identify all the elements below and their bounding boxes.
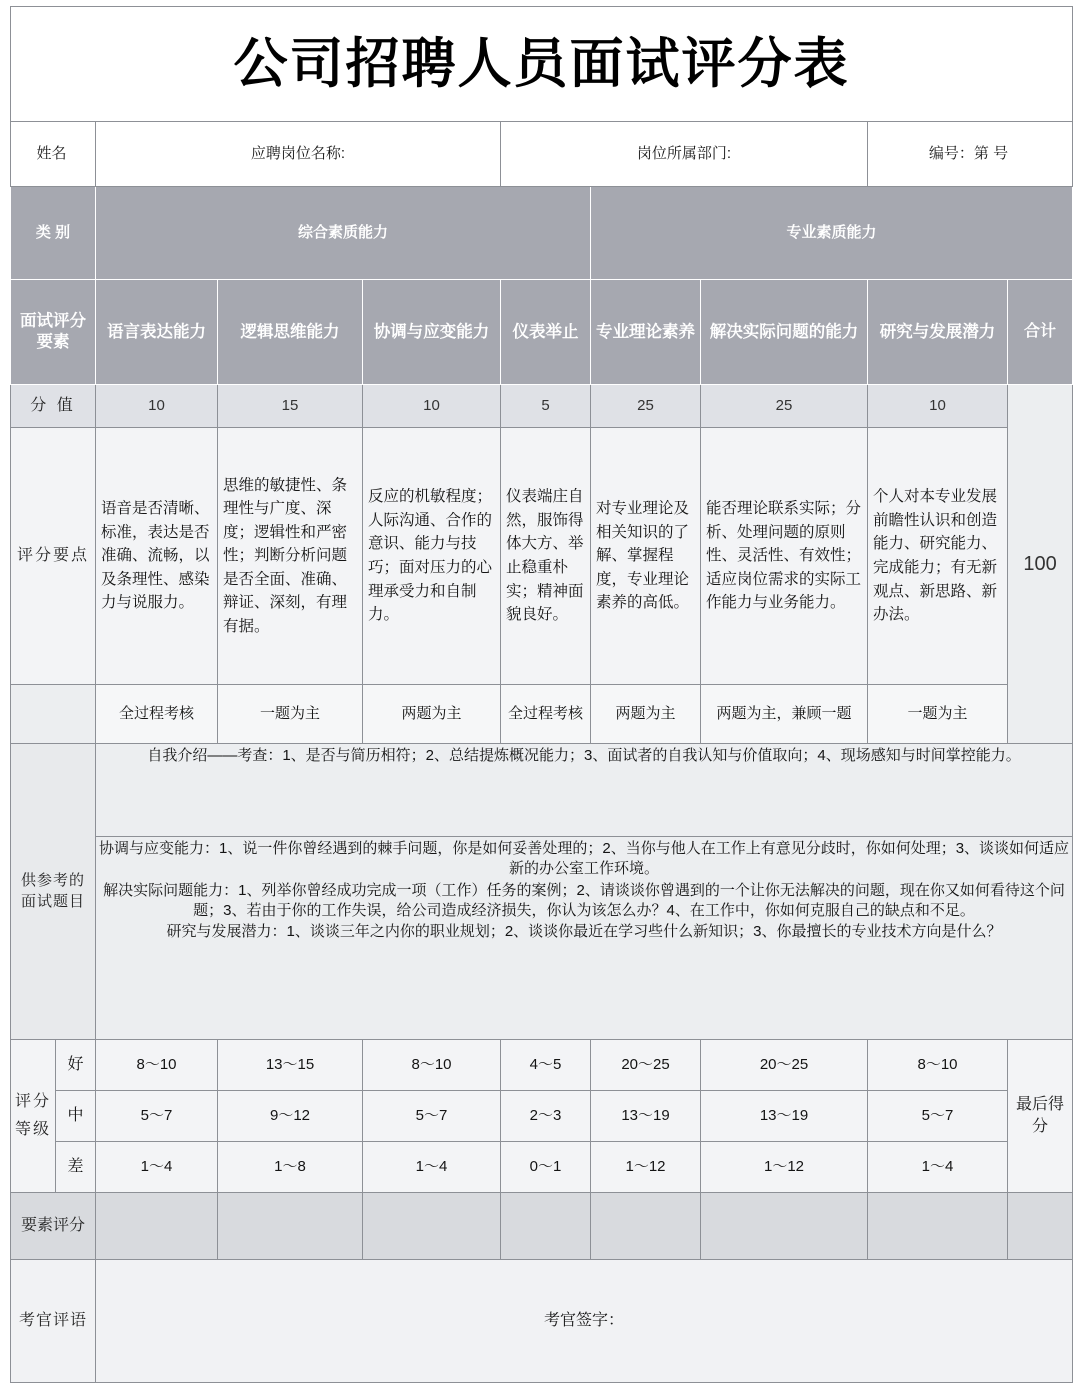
- grade-medium-appearance: 2～3: [501, 1091, 591, 1142]
- group-professional-header: 专业素质能力: [591, 187, 1073, 280]
- category-header-row: [11, 187, 1073, 280]
- questions-intro-row: [11, 744, 1073, 837]
- element-score-development[interactable]: [868, 1193, 1008, 1260]
- element-score-label: 要素评分: [11, 1193, 96, 1260]
- method-development: 一题为主: [868, 685, 1008, 744]
- grade-good-logic: 13～15: [218, 1040, 363, 1091]
- examiner-comment-label: 考官评语: [11, 1260, 96, 1383]
- factor-label: 面试评分要素: [11, 280, 96, 385]
- examiner-signature-field[interactable]: 考官签字：: [96, 1260, 1073, 1383]
- factor-header-total: 合计: [1008, 280, 1073, 385]
- method-coordination: 两题为主: [363, 685, 501, 744]
- factor-header-development: 研究与发展潜力: [868, 280, 1008, 385]
- score-value-language: 10: [96, 385, 218, 428]
- factor-header-coordination: 协调与应变能力: [363, 280, 501, 385]
- score-value-coordination: 10: [363, 385, 501, 428]
- method-problem-solving: 两题为主，兼顾一题: [701, 685, 868, 744]
- final-score-label: 最后得分: [1008, 1040, 1073, 1193]
- factor-header-problem-solving: 解决实际问题的能力: [701, 280, 868, 385]
- grade-poor-problem-solving: 1～12: [701, 1142, 868, 1193]
- grade-medium-problem-solving: 13～19: [701, 1091, 868, 1142]
- grade-good-language: 8～10: [96, 1040, 218, 1091]
- score-value-logic: 15: [218, 385, 363, 428]
- element-score-logic[interactable]: [218, 1193, 363, 1260]
- element-score-appearance[interactable]: [501, 1193, 591, 1260]
- factor-header-appearance: 仪表举止: [501, 280, 591, 385]
- grade-good-development: 8～10: [868, 1040, 1008, 1091]
- method-language: 全过程考核: [96, 685, 218, 744]
- method-appearance: 全过程考核: [501, 685, 591, 744]
- page-title: 公司招聘人员面试评分表: [233, 31, 850, 95]
- category-label: 类 别: [11, 187, 96, 280]
- method-label-blank: [11, 685, 96, 744]
- criteria-row: [11, 428, 1073, 685]
- grade-poor-language: 1～4: [96, 1142, 218, 1193]
- number-field[interactable]: 编号：第 号: [868, 122, 1073, 187]
- score-value-development: 10: [868, 385, 1008, 428]
- criteria-language: 语音是否清晰、标准，表达是否准确、流畅，以及条理性、感染力与说服力。: [96, 428, 218, 685]
- grade-name-medium: 中: [56, 1091, 96, 1142]
- grade-good-theory: 20～25: [591, 1040, 701, 1091]
- score-value-problem-solving: 25: [701, 385, 868, 428]
- score-value-row: [11, 385, 1073, 428]
- question-development: 研究与发展潜力：1、谈谈三年之内你的职业规划；2、谈谈你最近在学习些什么新知识；3、你最擅长的专业技术方向是什么？: [166, 923, 1002, 940]
- position-field[interactable]: 应聘岗位名称:: [96, 122, 501, 187]
- grade-medium-logic: 9～12: [218, 1091, 363, 1142]
- title-cell: [11, 7, 1073, 122]
- applicant-info-row: [11, 122, 1073, 187]
- criteria-logic: 思维的敏捷性、条理性与广度、深度；逻辑性和严密性；判断分析问题是否全面、准确、辩证、深刻，有理有据。: [218, 428, 363, 685]
- score-value-theory: 25: [591, 385, 701, 428]
- title-row: [11, 7, 1073, 122]
- factor-header-language: 语言表达能力: [96, 280, 218, 385]
- grade-row-medium: [11, 1091, 1073, 1142]
- method-theory: 两题为主: [591, 685, 701, 744]
- criteria-appearance: 仪表端庄自然，服饰得体大方、举止稳重朴实；精神面貌良好。: [501, 428, 591, 685]
- grade-poor-appearance: 0～1: [501, 1142, 591, 1193]
- assessment-method-row: [11, 685, 1073, 744]
- criteria-problem-solving: 能否理论联系实际；分析、处理问题的原则性、灵活性、有效性；适应岗位需求的实际工作能力与业务能力。: [701, 428, 868, 685]
- grade-medium-theory: 13～19: [591, 1091, 701, 1142]
- questions-body: [96, 837, 1073, 1040]
- criteria-label: 评分要点: [11, 428, 96, 685]
- score-total-value: 100: [1008, 385, 1073, 744]
- factor-header-theory: 专业理论素养: [591, 280, 701, 385]
- factor-header-logic: 逻辑思维能力: [218, 280, 363, 385]
- criteria-theory: 对专业理论及相关知识的了解、掌握程度，专业理论素养的高低。: [591, 428, 701, 685]
- grade-poor-theory: 1～12: [591, 1142, 701, 1193]
- score-value-appearance: 5: [501, 385, 591, 428]
- grade-poor-development: 1～4: [868, 1142, 1008, 1193]
- grade-label: 评分等级: [11, 1040, 56, 1193]
- grade-poor-logic: 1～8: [218, 1142, 363, 1193]
- score-value-label: 分 值: [11, 385, 96, 428]
- grade-name-good: 好: [56, 1040, 96, 1091]
- name-label: 姓名: [11, 122, 96, 187]
- grade-medium-coordination: 5～7: [363, 1091, 501, 1142]
- examiner-comment-row: [11, 1260, 1073, 1383]
- grade-row-poor: [11, 1142, 1073, 1193]
- department-field[interactable]: 岗位所属部门:: [501, 122, 868, 187]
- element-score-language[interactable]: [96, 1193, 218, 1260]
- questions-label: 供参考的面试题目: [11, 744, 96, 1040]
- grade-good-coordination: 8～10: [363, 1040, 501, 1091]
- question-problem-solving: 解决实际问题能力：1、列举你曾经成功完成一项（工作）任务的案例；2、请谈谈你曾遇到的一个让你无法解决的问题，现在你又如何看待这个问题；3、若由于你的工作失误，给公司造成经济损失，你认为该怎么办？4、在工作中，你如何克服自己的缺点和不足。: [103, 881, 1065, 919]
- method-logic: 一题为主: [218, 685, 363, 744]
- grade-good-appearance: 4～5: [501, 1040, 591, 1091]
- form-table: [10, 6, 1073, 1383]
- element-score-problem-solving[interactable]: [701, 1193, 868, 1260]
- criteria-coordination: 反应的机敏程度；人际沟通、合作的意识、能力与技巧；面对压力的心理承受力和自制力。: [363, 428, 501, 685]
- questions-body-row: [11, 837, 1073, 1040]
- factor-header-row: [11, 280, 1073, 385]
- question-coordination: 协调与应变能力：1、说一件你曾经遇到的棘手问题，你是如何妥善处理的；2、当你与他人在工作上有意见分歧时，你如何处理；3、谈谈如何适应新的办公室工作环境。: [99, 840, 1070, 878]
- grade-poor-coordination: 1～4: [363, 1142, 501, 1193]
- element-score-theory[interactable]: [591, 1193, 701, 1260]
- element-score-total[interactable]: [1008, 1193, 1073, 1260]
- element-score-row: [11, 1193, 1073, 1260]
- group-general-header: 综合素质能力: [96, 187, 591, 280]
- grade-medium-language: 5～7: [96, 1091, 218, 1142]
- grade-medium-development: 5～7: [868, 1091, 1008, 1142]
- grade-good-problem-solving: 20～25: [701, 1040, 868, 1091]
- questions-intro: 自我介绍——考查：1、是否与简历相符；2、总结提炼概况能力；3、面试者的自我认知与价值取向；4、现场感知与时间掌控能力。: [96, 744, 1073, 837]
- grade-name-poor: 差: [56, 1142, 96, 1193]
- grade-row-good: [11, 1040, 1073, 1091]
- criteria-development: 个人对本专业发展前瞻性认识和创造能力、研究能力、完成能力；有无新观点、新思路、新办法。: [868, 428, 1008, 685]
- element-score-coordination[interactable]: [363, 1193, 501, 1260]
